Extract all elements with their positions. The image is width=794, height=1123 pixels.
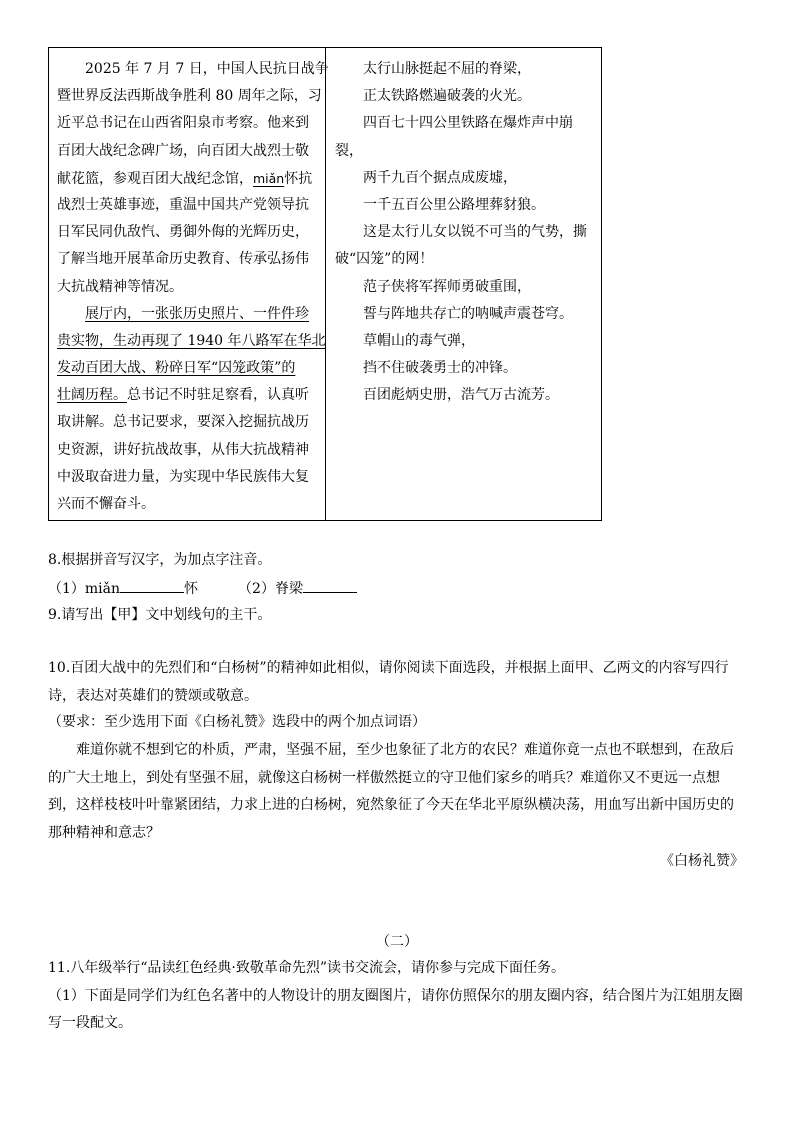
poem-line: 挡不住破袭勇士的冲锋。 — [363, 360, 517, 377]
question-10-line1: 10.百团大战中的先烈们和“白杨树”的精神如此相似，请你阅读下面选段，并根据上面甲、乙两文的内容写四行 — [48, 660, 729, 676]
question-11-sub1-line1: （1）下面是同学们为红色名著中的人物设计的朋友圈图片，请你仿照保尔的朋友圈内容，结合图片为江姐朋友圈 — [48, 988, 743, 1004]
question-11-title: 11.八年级举行“品读红色经典·致敬革命先烈”读书交流会，请你参与完成下面任务。 — [48, 960, 566, 976]
underlined-sentence-line — [57, 355, 319, 382]
poem-line: 四百七十四公里铁路在爆炸声中崩 — [363, 115, 573, 132]
text-segment: 献花篮，参观百团大战纪念馆， — [57, 170, 253, 187]
underlined-sentence-line — [57, 328, 326, 355]
poem-line: 太行山脉挺起不屈的脊梁， — [363, 61, 531, 77]
poem-line: 两千九百个据点成废墟， — [363, 169, 517, 186]
text-line: 日军民同仇敌忾、勇御外侮的光辉历史， — [57, 224, 309, 241]
question-8-items — [48, 578, 357, 599]
reading-table — [48, 47, 602, 521]
baiyang-passage — [48, 737, 748, 847]
pinyin-word: miǎn — [253, 170, 285, 186]
passage-source: 《白杨礼赞》 — [660, 853, 744, 869]
passage-line: 的广大土地上，到处有坚强不屈，就像这白杨树一样傲然挺立的守卫他们家乡的哨兵？难道你又不更远一点想 — [48, 769, 720, 786]
poem-line: 范子侠将军挥师勇破重围， — [363, 278, 531, 295]
underlined-text: 发动百团大战、粉碎日军“囚笼政策”的 — [57, 360, 296, 377]
poem-yi-column — [335, 56, 597, 409]
underlined-text: 壮阔历程。 — [57, 387, 127, 404]
question-9-title: 9.请写出【甲】文中划线句的主干。 — [48, 607, 272, 623]
q8-item1-suffix: 怀 — [184, 581, 199, 597]
text-segment: 总书记不时驻足察看，认真听 — [127, 387, 309, 404]
text-line: 近平总书记在山西省阳泉市考察。他来到 — [57, 115, 309, 132]
column-divider — [325, 48, 326, 520]
text-line: 了解当地开展革命历史教育、传承弘扬伟 — [57, 251, 309, 268]
text-line — [57, 165, 319, 192]
question-8-title: 8.根据拼音写汉字，为加点字注音。 — [48, 552, 272, 568]
passage-line: 难道你就不想到它的朴质，严肃，坚强不屈，至少也象征了北方的农民？难道你竟一点也不联想到，在敌后 — [76, 742, 734, 758]
question-10-line2: 诗，表达对英雄们的赞颂或敬意。 — [48, 688, 258, 704]
poem-line: 誓与阵地共存亡的呐喊声震苍穹。 — [363, 305, 573, 322]
text-line: 史资源，讲好抗战故事，从伟大抗战精神 — [57, 441, 309, 458]
underlined-text: 贵实物，生动再现了 1940 年八路军在华北 — [57, 332, 326, 349]
text-line: 兴而不懈奋斗。 — [57, 496, 155, 512]
q8-item2-prefix: （2）脊梁 — [238, 581, 303, 597]
text-line — [57, 382, 319, 409]
question-10-requirement: （要求：至少选用下面《白杨礼赞》选段中的两个加点词语） — [48, 714, 426, 730]
poem-line: 裂， — [335, 142, 363, 159]
underlined-sentence-line — [57, 301, 319, 328]
passage-line: 那种精神和意志？ — [48, 824, 160, 841]
text-line: 战烈士英雄事迹，重温中国共产党领导抗 — [57, 196, 309, 213]
section-2-title: （二） — [376, 934, 418, 950]
text-line: 中汲取奋进力量，为实现中华民族伟大复 — [57, 468, 309, 485]
text-line: 大抗战精神等情况。 — [57, 278, 183, 295]
poem-line: 一千五百公里公路埋葬豺狼。 — [363, 196, 545, 213]
poem-line: 草帽山的毒气弹， — [363, 332, 475, 349]
q8-item1-blank[interactable] — [120, 578, 184, 593]
text-jia-column — [57, 56, 329, 518]
q8-item1-prefix: （1）miǎn — [48, 581, 121, 597]
poem-line: 正太铁路燃遍破袭的火光。 — [363, 88, 531, 105]
poem-line: 百团彪炳史册，浩气万古流芳。 — [363, 387, 559, 404]
text-line: 百团大战纪念碑广场，向百团大战烈士敬 — [57, 142, 309, 159]
underlined-text: 展厅内，一张张历史照片、一件件珍 — [85, 305, 309, 322]
question-11-sub1-line2: 写一段配文。 — [48, 1015, 132, 1031]
q8-item2-blank[interactable] — [303, 578, 357, 593]
text-segment: 怀抗 — [284, 170, 313, 187]
passage-line: 到，这样枝枝叶叶靠紧团结，力求上进的白杨树，宛然象征了今天在华北平原纵横决荡，用血写出新中国历史的 — [48, 797, 734, 813]
poem-line: 这是太行儿女以锐不可当的气势，撕 — [363, 224, 587, 241]
text-line: 取讲解。总书记要求，要深入挖掘抗战历 — [57, 414, 309, 431]
poem-line: 破“囚笼”的网！ — [335, 251, 434, 268]
text-line: 暨世界反法西斯战争胜利 80 周年之际，习 — [57, 88, 322, 105]
text-line: 2025 年 7 月 7 日，中国人民抗日战争 — [85, 61, 329, 77]
